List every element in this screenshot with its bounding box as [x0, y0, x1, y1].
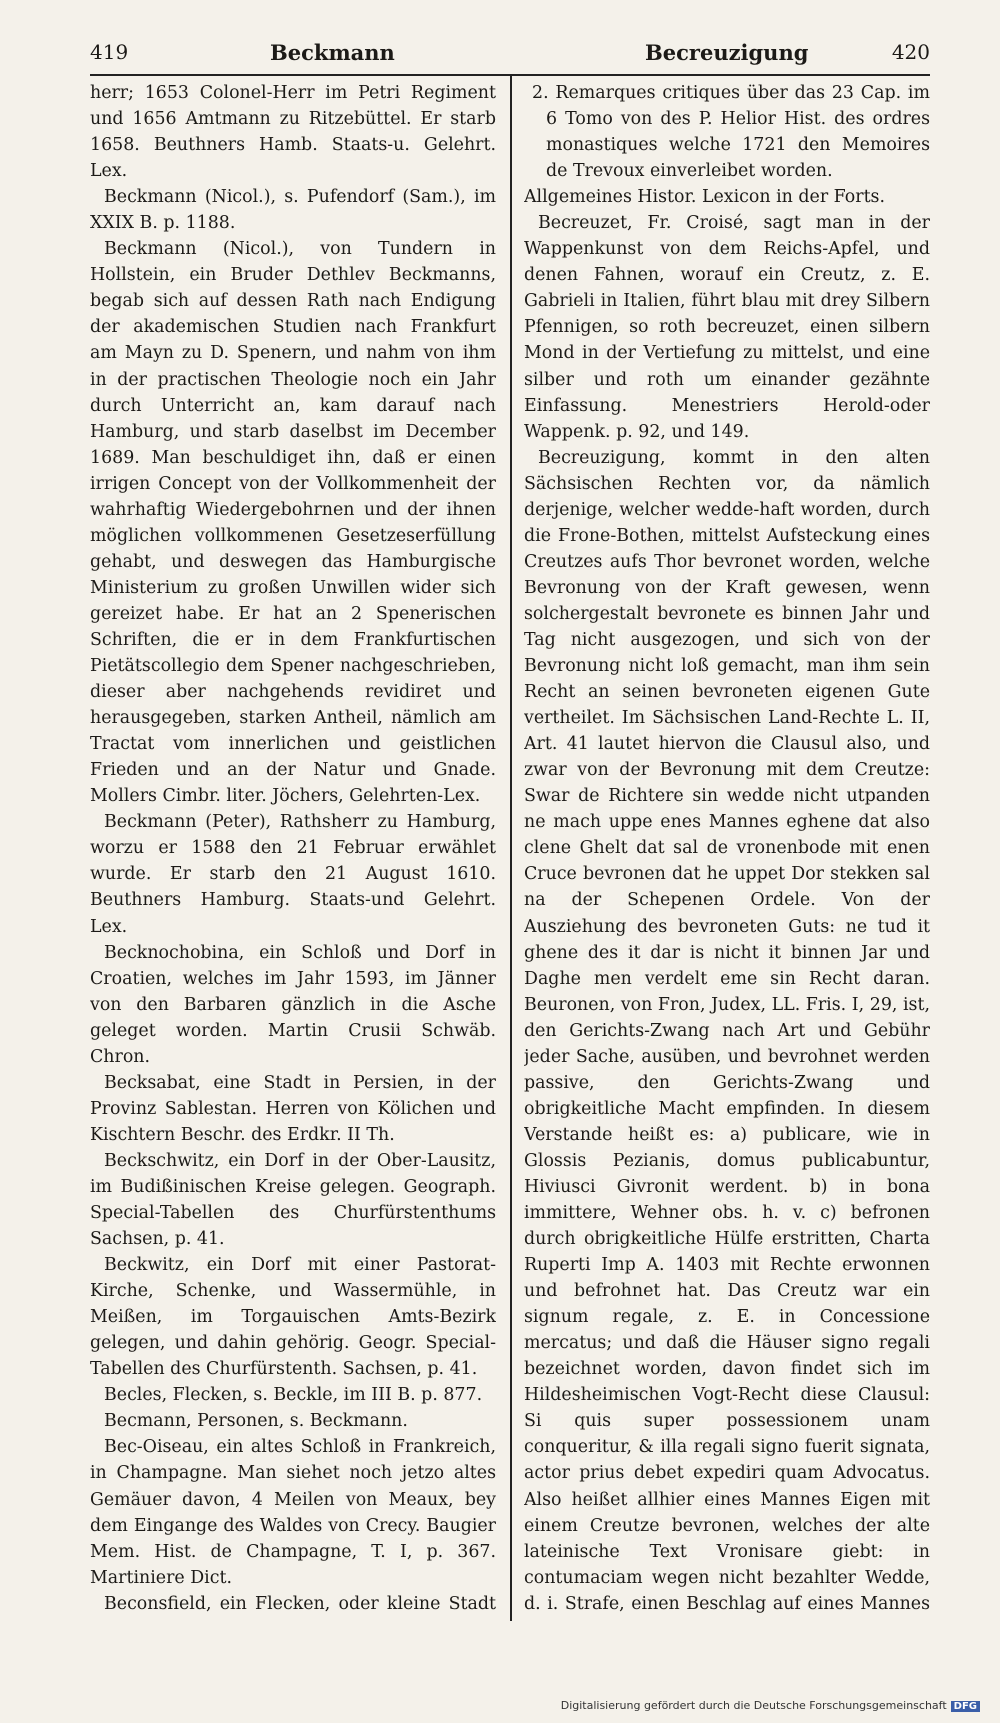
entry-paragraph: herr; 1653 Colonel-Herr im Petri Regiment und 1656 Amtmann zu Ritzebüttel. Er starb 1658. Beuthners Hamb. Staats-u. Gelehrt. Lex.	[90, 83, 496, 182]
page-header	[90, 40, 930, 74]
list-item: 2. Remarques critiques über das 23 Cap. im 6 Tomo von des P. Helior Hist. des ordres monastiques welche 1721 den Memoires de Trevoux einverleibet worden.	[532, 83, 930, 182]
entry-paragraph: Becreuzigung, kommt in den alten Sächsischen Rechten vor, da nämlich derjenige, welcher wedde-haft worden, durch die Frone-Bothen, mittelst Aufsteckung eines Creutzes aufs Thor bevronet worden, welche Bevronung von der Kraft gewesen, wenn solchergestalt bevronete es binnen Jahr und Tag nicht ausgezogen, und sich von der Bevronung nicht loß gemacht, man ihm sein Recht an seinen bevroneten eigenen Gute vertheilet. Im Sächsischen Land-Rechte L. II, Art. 41 lautet hiervon die Clausul also, und zwar von der Bevronung mit dem Creutze: Swar de Richtere sin wedde nicht utpanden ne mach uppe enes Mannes eghene dat also clene Ghelt dat sal de vronenbode mit enen Cruce bevronen dat he uppet Dor stekken sal na der Schepenen Ordele. Von der Ausziehung des bevroneten Guts: ne tud it ghene des it dar is nicht it binnen Jar und Daghe men verdelt eme sin Recht daran. Beuronen, von Fron, Judex, LL. Fris. I, 29, ist, den Gerichts-Zwang nach Art und Gebühr jeder Sache, ausüben, und bevrohnet werden passive, den Gerichts-Zwang und obrigkeitliche Macht empfinden. In diesem Verstande heißt es: a) publicare, wie in Glossis Pezianis, domus publicabuntur, Hiviusci Givronit werdent. b) in bona immittere, Wehner obs. h. v. c) befronen durch obrigkeitliche Hülfe erstritten, Charta Ruperti Imp A. 1403 mit Rechte erwonnen und befrohnet hat. Das Creutz war ein signum regale, z. E. in Concessione mercatus; und daß die Häuser signo regali bezeichnet worden, davon findet sich im Hildesheimischen Vogt-Recht diese Clausul: Si quis super possessionem unam conqueritur, & illa regali signo fuerit signata, actor prius debet expediri quam Advocatus. Also heißet allhier eines Mannes Eigen mit einem Creutze bevronen, welches der alte lateinische Text Vronisare giebt: in contumaciam wegen nicht bezahlter Wedde, d. i. Strafe, einen Beschlag auf eines Mannes	[524, 447, 930, 1614]
entry-paragraph: Beckmann (Peter), Rathsherr zu Hamburg, worzu er 1588 den 21 Februar erwählet wurde. Er starb den 21 August 1610. Beuthners Hamburg. Staats-und Gelehrt. Lex.	[90, 812, 496, 937]
running-head-left: Beckmann	[270, 40, 395, 65]
entry-paragraph: Becmann, Personen, s. Beckmann.	[104, 1411, 408, 1432]
entry-paragraph: Becksabat, eine Stadt in Persien, in der Provinz Sablestan. Herren von Kölichen und Kischtern Beschr. des Erdkr. II Th.	[90, 1072, 496, 1145]
digitization-credit	[561, 1699, 980, 1715]
dfg-logo-icon: DFG	[951, 1701, 980, 1712]
entry-paragraph: Beconsfield, ein Flecken, oder kleine Stadt	[104, 1593, 496, 1614]
entry-paragraph: Becknochobina, ein Schloß und Dorf in Croatien, welches im Jahr 1593, im Jänner von den Barbaren gänzlich in die Asche geleget worden. Martin Crusii Schwäb. Chron.	[90, 942, 496, 1067]
page-number-right: 420	[891, 40, 930, 64]
left-column	[90, 80, 496, 1620]
entry-paragraph: Beckwitz, ein Dorf mit einer Pastorat-Kirche, Schenke, und Wassermühle, in Meißen, im Torgauischen Amts-Bezirk gelegen, und dahin gehörig. Geogr. Special-Tabellen des Churfürstenth. Sachsen, p. 41.	[90, 1255, 496, 1380]
entry-paragraph: Beckmann (Nicol.), s. Pufendorf (Sam.), im XXIX B. p. 1188.	[90, 187, 496, 234]
source-citation: Allgemeines Histor. Lexicon in der Forts.	[524, 187, 886, 208]
entry-paragraph: Becreuzet, Fr. Croisé, sagt man in der Wappenkunst von dem Reichs-Apfel, und denen Fahnen, worauf ein Creutz, z. E. Gabrieli in Italien, führt blau mit drey Silbern Pfennigen, so roth becreuzet, einen silbern Mond in der Vertiefung zu mittelst, und eine silber und roth um einander gezähnte Einfassung. Menestriers Herold-oder Wappenk. p. 92, und 149.	[524, 213, 930, 442]
page-number-left: 419	[90, 40, 129, 64]
entry-paragraph: Bec-Oiseau, ein altes Schloß in Frankreich, in Champagne. Man siehet noch jetzo altes Gemäuer davon, 4 Meilen von Meaux, bey dem Eingange des Waldes von Crecy. Baugier Mem. Hist. de Champagne, T. I, p. 367. Martiniere Dict.	[90, 1437, 496, 1588]
entry-paragraph: Beckschwitz, ein Dorf in der Ober-Lausitz, im Budißinischen Kreise gelegen. Geograph. Special-Tabellen des Churfürstenthums Sachsen, p. 41.	[90, 1150, 496, 1250]
entry-paragraph: Becles, Flecken, s. Beckle, im III B. p. 877.	[104, 1385, 483, 1406]
credit-text: Digitalisierung gefördert durch die Deutsche Forschungsgemeinschaft	[560, 1699, 947, 1712]
running-head-right: Becreuzigung	[645, 40, 809, 65]
entry-paragraph: Beckmann (Nicol.), von Tundern in Hollstein, ein Bruder Dethlev Beckmanns, begab sich auf dessen Rath nach Endigung der akademischen Studien nach Frankfurt am Mayn zu D. Spenern, und nahm von ihm in der practischen Theologie noch ein Jahr durch Unterricht an, kam darauf nach Hamburg, und starb daselbst im December 1689. Man beschuldiget ihn, daß er einen irrigen Concept von der Vollkommenheit der wahrhaftig Wiedergebohrnen und der ihnen möglichen vollkommenen Gesetzeserfüllung gehabt, und deswegen das Hamburgische Ministerium zu großen Unwillen wider sich gereizet habe. Er hat an 2 Spenerischen Schriften, die er in dem Frankfurtischen Pietätscollegio dem Spener nachgeschrieben, dieser aber nachgehends revidiret und herausgegeben, starken Antheil, nämlich am Tractat vom innerlichen und geistlichen Frieden und an der Natur und Gnade. Mollers Cimbr. liter. Jöchers, Gelehrten-Lex.	[90, 239, 496, 807]
column-divider	[510, 76, 512, 1621]
right-column	[524, 80, 930, 1620]
